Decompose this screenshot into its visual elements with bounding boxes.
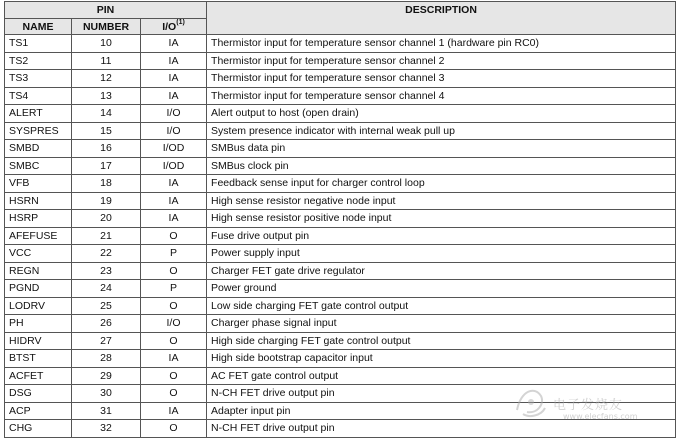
pin-name-cell: TS1 bbox=[5, 35, 72, 53]
pin-name-cell: AFEFUSE bbox=[5, 227, 72, 245]
pin-number-cell: 32 bbox=[72, 420, 141, 438]
pin-number-cell: 25 bbox=[72, 297, 141, 315]
pin-io-cell: O bbox=[141, 297, 207, 315]
pin-name-cell: CHG bbox=[5, 420, 72, 438]
watermark-text: 电子发烧友 bbox=[553, 398, 624, 413]
pin-number-cell: 12 bbox=[72, 70, 141, 88]
pin-number-cell: 14 bbox=[72, 105, 141, 123]
table-row bbox=[5, 87, 676, 105]
pin-io-cell: I/O bbox=[141, 105, 207, 123]
table-row bbox=[5, 420, 676, 438]
io-column-header bbox=[141, 19, 207, 35]
table-row bbox=[5, 245, 676, 263]
pin-io-cell: IA bbox=[141, 87, 207, 105]
pin-description-cell: Charger phase signal input bbox=[207, 315, 676, 333]
pin-name-cell: VCC bbox=[5, 245, 72, 263]
pin-number-cell: 17 bbox=[72, 157, 141, 175]
pin-io-cell: O bbox=[141, 367, 207, 385]
pin-number-cell: 16 bbox=[72, 140, 141, 158]
pin-description-cell: Thermistor input for temperature sensor channel 1 (hardware pin RC0) bbox=[207, 35, 676, 53]
pin-description-cell: N-CH FET drive output pin bbox=[207, 420, 676, 438]
table-row bbox=[5, 210, 676, 228]
table-row bbox=[5, 192, 676, 210]
pin-name-cell: ALERT bbox=[5, 105, 72, 123]
pin-description-cell: Thermistor input for temperature sensor channel 4 bbox=[207, 87, 676, 105]
pin-number-cell: 24 bbox=[72, 280, 141, 298]
pin-name-cell: HSRN bbox=[5, 192, 72, 210]
table-row bbox=[5, 52, 676, 70]
pin-name-cell: ACP bbox=[5, 402, 72, 420]
pin-io-cell: IA bbox=[141, 175, 207, 193]
pin-name-cell: TS3 bbox=[5, 70, 72, 88]
pin-io-cell: P bbox=[141, 280, 207, 298]
pin-number-cell: 28 bbox=[72, 350, 141, 368]
pin-io-cell: IA bbox=[141, 210, 207, 228]
table-row bbox=[5, 297, 676, 315]
pin-number-cell: 20 bbox=[72, 210, 141, 228]
pin-description-cell: High sense resistor negative node input bbox=[207, 192, 676, 210]
table-body bbox=[5, 35, 676, 438]
table-row bbox=[5, 332, 676, 350]
table-row bbox=[5, 122, 676, 140]
table-row bbox=[5, 280, 676, 298]
pin-name-cell: REGN bbox=[5, 262, 72, 280]
pin-io-cell: IA bbox=[141, 192, 207, 210]
pin-description-cell: Power ground bbox=[207, 280, 676, 298]
pin-io-cell: IA bbox=[141, 52, 207, 70]
pin-number-cell: 26 bbox=[72, 315, 141, 333]
pin-io-cell: P bbox=[141, 245, 207, 263]
table-row bbox=[5, 140, 676, 158]
table-row bbox=[5, 105, 676, 123]
pin-description-cell: SMBus data pin bbox=[207, 140, 676, 158]
pin-io-cell: IA bbox=[141, 350, 207, 368]
pin-name-cell: LODRV bbox=[5, 297, 72, 315]
pin-io-cell: IA bbox=[141, 35, 207, 53]
table-row bbox=[5, 350, 676, 368]
pin-io-cell: I/OD bbox=[141, 157, 207, 175]
pin-number-cell: 22 bbox=[72, 245, 141, 263]
pin-description-cell: Low side charging FET gate control output bbox=[207, 297, 676, 315]
pin-number-cell: 30 bbox=[72, 385, 141, 403]
pin-description-cell: Alert output to host (open drain) bbox=[207, 105, 676, 123]
pin-description-cell: Fuse drive output pin bbox=[207, 227, 676, 245]
pin-io-cell: I/O bbox=[141, 122, 207, 140]
table-row bbox=[5, 402, 676, 420]
pin-number-cell: 29 bbox=[72, 367, 141, 385]
pin-number-cell: 23 bbox=[72, 262, 141, 280]
pin-number-cell: 19 bbox=[72, 192, 141, 210]
table-row bbox=[5, 175, 676, 193]
pin-io-cell: I/O bbox=[141, 315, 207, 333]
pin-group-header: PIN bbox=[5, 2, 207, 19]
pin-number-cell: 27 bbox=[72, 332, 141, 350]
pin-name-cell: SMBD bbox=[5, 140, 72, 158]
table-header bbox=[5, 2, 676, 35]
io-footnote-marker: (1) bbox=[176, 18, 185, 26]
pin-number-cell: 13 bbox=[72, 87, 141, 105]
table-row bbox=[5, 35, 676, 53]
pin-name-cell: ACFET bbox=[5, 367, 72, 385]
watermark-url: www.elecfans.com bbox=[563, 412, 638, 421]
table-row bbox=[5, 227, 676, 245]
table-row bbox=[5, 262, 676, 280]
description-header: DESCRIPTION bbox=[207, 2, 676, 35]
pin-description-cell: Feedback sense input for charger control loop bbox=[207, 175, 676, 193]
pin-io-cell: I/OD bbox=[141, 140, 207, 158]
pin-name-cell: PH bbox=[5, 315, 72, 333]
pin-io-cell: IA bbox=[141, 70, 207, 88]
pin-number-cell: 31 bbox=[72, 402, 141, 420]
pin-description-cell: Power supply input bbox=[207, 245, 676, 263]
pin-name-cell: TS2 bbox=[5, 52, 72, 70]
pin-name-cell: VFB bbox=[5, 175, 72, 193]
table-row bbox=[5, 157, 676, 175]
pin-description-cell: High side bootstrap capacitor input bbox=[207, 350, 676, 368]
pin-io-cell: O bbox=[141, 420, 207, 438]
pin-description-cell: System presence indicator with internal weak pull up bbox=[207, 122, 676, 140]
pin-io-cell: O bbox=[141, 227, 207, 245]
name-column-header: NAME bbox=[5, 19, 72, 35]
pin-io-cell: IA bbox=[141, 402, 207, 420]
pin-number-cell: 11 bbox=[72, 52, 141, 70]
table-row bbox=[5, 385, 676, 403]
pin-description-cell: Adapter input pin bbox=[207, 402, 676, 420]
pin-description-cell: Thermistor input for temperature sensor channel 3 bbox=[207, 70, 676, 88]
pin-name-cell: HIDRV bbox=[5, 332, 72, 350]
io-header-label: I/O bbox=[162, 20, 177, 33]
pin-name-cell: SMBC bbox=[5, 157, 72, 175]
pin-description-cell: SMBus clock pin bbox=[207, 157, 676, 175]
pin-name-cell: TS4 bbox=[5, 87, 72, 105]
pin-name-cell: SYSPRES bbox=[5, 122, 72, 140]
pin-description-cell: N-CH FET drive output pin bbox=[207, 385, 676, 403]
pin-number-cell: 18 bbox=[72, 175, 141, 193]
pin-name-cell: HSRP bbox=[5, 210, 72, 228]
pin-description-cell: Charger FET gate drive regulator bbox=[207, 262, 676, 280]
pin-number-cell: 21 bbox=[72, 227, 141, 245]
pin-name-cell: BTST bbox=[5, 350, 72, 368]
number-column-header: NUMBER bbox=[72, 19, 141, 35]
pin-name-cell: DSG bbox=[5, 385, 72, 403]
pin-description-cell: High sense resistor positive node input bbox=[207, 210, 676, 228]
pin-name-cell: PGND bbox=[5, 280, 72, 298]
pin-number-cell: 10 bbox=[72, 35, 141, 53]
table-row bbox=[5, 70, 676, 88]
pin-description-table bbox=[4, 1, 676, 438]
pin-io-cell: O bbox=[141, 385, 207, 403]
pin-number-cell: 15 bbox=[72, 122, 141, 140]
table-row bbox=[5, 367, 676, 385]
pin-description-cell: Thermistor input for temperature sensor channel 2 bbox=[207, 52, 676, 70]
pin-description-cell: AC FET gate control output bbox=[207, 367, 676, 385]
pin-io-cell: O bbox=[141, 332, 207, 350]
pin-description-cell: High side charging FET gate control output bbox=[207, 332, 676, 350]
table-row bbox=[5, 315, 676, 333]
pin-io-cell: O bbox=[141, 262, 207, 280]
